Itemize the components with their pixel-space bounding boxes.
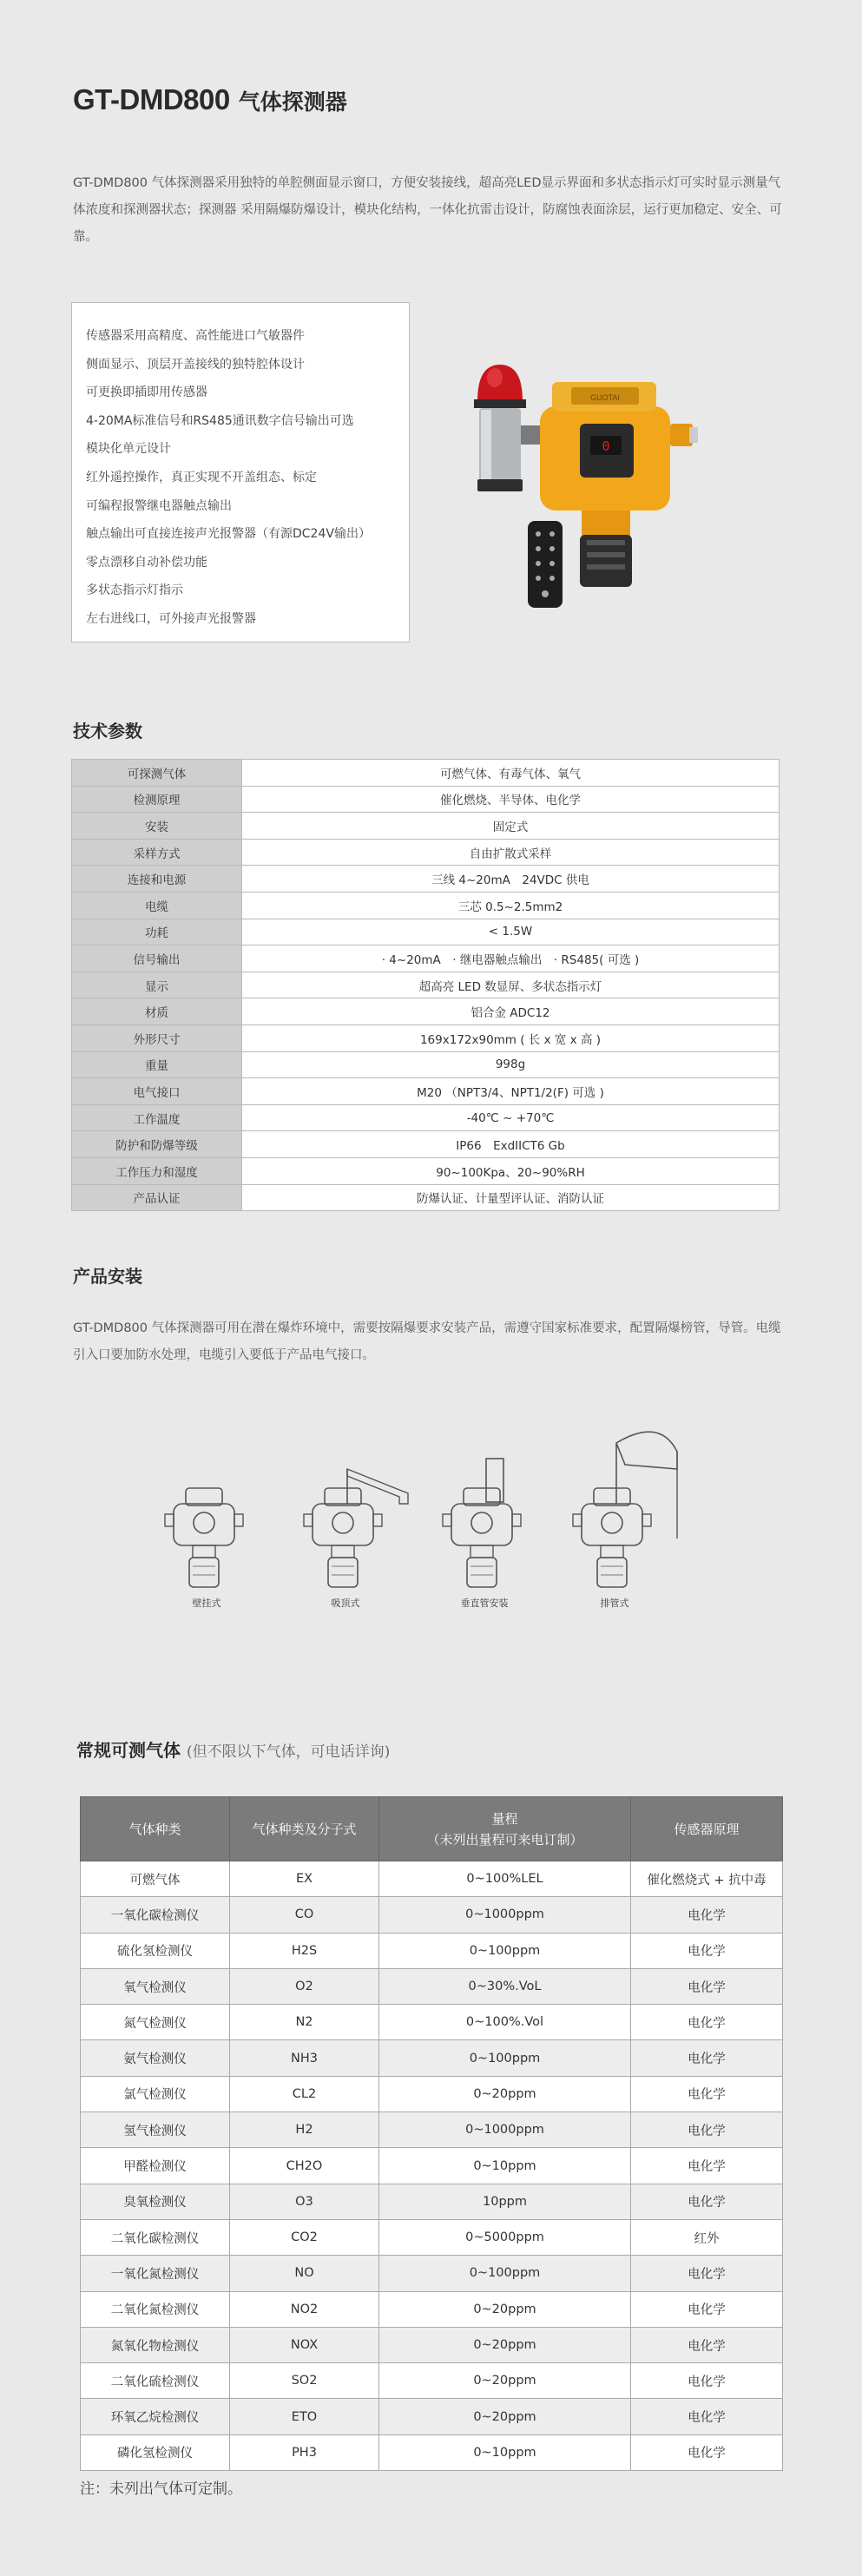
table-row — [81, 2219, 783, 2255]
spec-key: 可探测气体 — [72, 760, 242, 787]
table-cell: 电化学 — [631, 2256, 783, 2291]
mount-label: 壁挂式 — [192, 1598, 221, 1609]
gas-section-title — [76, 1736, 390, 1762]
spec-key: 工作温度 — [72, 1104, 242, 1131]
table-cell: NOX — [230, 2327, 379, 2362]
table-cell: 电化学 — [631, 2327, 783, 2362]
column-header — [379, 1797, 631, 1861]
table-cell: 电化学 — [631, 2040, 783, 2076]
table-cell: 磷化氢检测仪 — [81, 2434, 230, 2470]
detector-body — [540, 382, 698, 587]
mounting-diagrams — [156, 1407, 694, 1624]
footnote: 注：未列出气体可定制。 — [80, 2480, 242, 2498]
table-cell: 电化学 — [631, 2434, 783, 2470]
feature-item: 侧面显示、顶层开盖接线的独特腔体设计 — [86, 357, 305, 372]
table-cell: 0~100ppm — [379, 2040, 631, 2076]
table-cell: 0~100%LEL — [379, 1861, 631, 1897]
mount-ceiling — [304, 1469, 408, 1587]
table-row — [72, 919, 780, 945]
table-row — [81, 1861, 783, 1897]
table-row — [72, 892, 780, 919]
spec-key: 电缆 — [72, 892, 242, 919]
table-row — [72, 760, 780, 787]
table-row — [72, 998, 780, 1025]
mount-label: 垂直管安装 — [460, 1598, 509, 1609]
spec-value: 铝合金 ADC12 — [242, 998, 780, 1025]
table-cell: 0~20ppm — [379, 2291, 631, 2327]
mount-pipe-rack — [573, 1432, 677, 1587]
table-row — [72, 1078, 780, 1105]
table-row — [72, 1024, 780, 1051]
table-cell: PH3 — [230, 2434, 379, 2470]
table-row — [81, 2040, 783, 2076]
spec-value: 超高亮 LED 数显屏、多状态指示灯 — [242, 972, 780, 998]
gas-title: 常规可测气体 — [76, 1740, 181, 1761]
table-cell: 二氧化碳检测仪 — [81, 2219, 230, 2255]
table-row — [81, 2363, 783, 2399]
spec-value: 998g — [242, 1051, 780, 1078]
table-cell: 0~30%.VoL — [379, 1968, 631, 2004]
spec-key: 连接和电源 — [72, 866, 242, 893]
table-cell: EX — [230, 1861, 379, 1897]
table-cell: NH3 — [230, 2040, 379, 2076]
intro-paragraph: GT-DMD800 气体探测器采用独特的单腔侧面显示窗口，方便安装接线，超高亮LED显示界面和多状态指示灯可实时显示测量气体浓度和探测器状态；探测器 采用隔爆防爆设计，模块化结构，一体化抗雷击设计，防腐蚀表面涂层，运行更加稳定、安全、可靠。 — [73, 176, 782, 244]
spec-value: 三线 4~20mA 24VDC 供电 — [242, 866, 780, 893]
table-cell: 0~20ppm — [379, 2363, 631, 2399]
table-row — [81, 2399, 783, 2434]
feature-item: 可编程报警继电器触点输出 — [86, 498, 232, 513]
table-cell: 10ppm — [379, 2184, 631, 2219]
table-cell: 电化学 — [631, 2076, 783, 2112]
mount-vertical-pipe — [443, 1459, 521, 1587]
table-cell: 0~100ppm — [379, 2256, 631, 2291]
spec-value: IP66 ExdIICT6 Gb — [242, 1131, 780, 1158]
table-cell: 氮氧化物检测仪 — [81, 2327, 230, 2362]
table-row — [81, 1968, 783, 2004]
table-cell: 电化学 — [631, 2399, 783, 2434]
table-cell: 甲醛检测仪 — [81, 2148, 230, 2184]
table-row — [72, 839, 780, 866]
table-row — [72, 1157, 780, 1184]
table-cell: 臭氧检测仪 — [81, 2184, 230, 2219]
feature-item: 模块化单元设计 — [86, 442, 171, 457]
table-row — [81, 2327, 783, 2362]
spec-value: 169x172x90mm ( 长 x 宽 x 高 ) — [242, 1024, 780, 1051]
table-cell: 电化学 — [631, 2184, 783, 2219]
table-cell: 0~100ppm — [379, 1933, 631, 1968]
column-header: 传感器原理 — [631, 1797, 783, 1861]
table-row — [72, 1051, 780, 1078]
column-header: 气体种类 — [81, 1797, 230, 1861]
spec-value: · 4~20mA · 继电器触点输出 · RS485( 可选 ) — [242, 945, 780, 972]
table-cell: 电化学 — [631, 2112, 783, 2148]
spec-key: 防护和防爆等级 — [72, 1131, 242, 1158]
table-cell: O2 — [230, 1968, 379, 2004]
table-row — [72, 866, 780, 893]
table-row — [81, 1933, 783, 1968]
page-title — [73, 83, 347, 116]
table-cell: CH2O — [230, 2148, 379, 2184]
spec-key: 材质 — [72, 998, 242, 1025]
install-section-title: 产品安装 — [73, 1266, 142, 1287]
mount-wall — [165, 1488, 243, 1587]
product-image — [469, 356, 764, 625]
spec-value: -40℃ ~ +70℃ — [242, 1104, 780, 1131]
spec-key: 显示 — [72, 972, 242, 998]
table-row — [72, 1131, 780, 1158]
spec-value: 固定式 — [242, 813, 780, 840]
feature-item: 零点漂移自动补偿功能 — [86, 555, 207, 570]
table-row — [81, 2291, 783, 2327]
spec-key: 安装 — [72, 813, 242, 840]
spec-table — [71, 759, 780, 1211]
spec-key: 重量 — [72, 1051, 242, 1078]
spec-value: < 1.5W — [242, 919, 780, 945]
table-row — [81, 2005, 783, 2040]
mount-label: 吸顶式 — [331, 1598, 360, 1609]
table-cell: 0~1000ppm — [379, 1897, 631, 1933]
table-row — [72, 786, 780, 813]
mount-label: 排管式 — [600, 1598, 629, 1609]
table-cell: 0~10ppm — [379, 2434, 631, 2470]
table-cell: H2S — [230, 1933, 379, 1968]
table-row — [81, 2148, 783, 2184]
table-cell: H2 — [230, 2112, 379, 2148]
spec-value: 三芯 0.5~2.5mm2 — [242, 892, 780, 919]
brand-plate: GUOTAI — [590, 393, 620, 402]
table-cell: 0~1000ppm — [379, 2112, 631, 2148]
spec-key: 工作压力和湿度 — [72, 1157, 242, 1184]
spec-key: 采样方式 — [72, 839, 242, 866]
feature-item: 红外遥控操作，真正实现不开盖组态、标定 — [86, 470, 317, 484]
feature-item: 可更换即插即用传感器 — [86, 385, 207, 400]
table-cell: 电化学 — [631, 1933, 783, 1968]
column-header-main: 量程 — [491, 1810, 518, 1827]
spec-key: 产品认证 — [72, 1184, 242, 1211]
table-row — [72, 1104, 780, 1131]
table-cell: 氢气检测仪 — [81, 2112, 230, 2148]
feature-item: 传感器采用高精度、高性能进口气敏器件 — [86, 329, 305, 343]
table-cell: NO2 — [230, 2291, 379, 2327]
table-row — [81, 1897, 783, 1933]
table-row — [72, 945, 780, 972]
table-row — [81, 2256, 783, 2291]
table-cell: 电化学 — [631, 2148, 783, 2184]
table-cell: 0~20ppm — [379, 2076, 631, 2112]
table-cell: 电化学 — [631, 2005, 783, 2040]
spec-value: 90~100Kpa、20~90%RH — [242, 1157, 780, 1184]
feature-list — [86, 322, 409, 634]
table-cell: NO — [230, 2256, 379, 2291]
spec-value: M20 （NPT3/4、NPT1/2(F) 可选 ) — [242, 1078, 780, 1105]
table-row — [81, 2434, 783, 2470]
table-cell: 一氧化碳检测仪 — [81, 1897, 230, 1933]
table-cell: 0~10ppm — [379, 2148, 631, 2184]
feature-item: 触点输出可直接连接声光报警器（有源DC24V输出） — [86, 527, 371, 542]
model-name: GT-DMD800 — [73, 83, 230, 115]
table-row — [81, 2184, 783, 2219]
table-cell: 0~5000ppm — [379, 2219, 631, 2255]
column-header: 气体种类及分子式 — [230, 1797, 379, 1861]
table-cell: 二氧化氮检测仪 — [81, 2291, 230, 2327]
alarm-light — [474, 365, 526, 491]
table-header-row — [81, 1797, 783, 1861]
table-cell: SO2 — [230, 2363, 379, 2399]
device-display: 0 — [602, 438, 610, 454]
table-cell: 氮气检测仪 — [81, 2005, 230, 2040]
remote-control — [528, 521, 563, 608]
table-cell: 氨气检测仪 — [81, 2040, 230, 2076]
table-cell: CO2 — [230, 2219, 379, 2255]
table-cell: 0~100%.Vol — [379, 2005, 631, 2040]
spec-value: 可燃气体、有毒气体、氧气 — [242, 760, 780, 787]
table-cell: 催化燃烧式 + 抗中毒 — [631, 1861, 783, 1897]
table-row — [81, 2076, 783, 2112]
gas-table-body — [81, 1861, 783, 2471]
feature-list-box — [71, 302, 410, 642]
spec-key: 电气接口 — [72, 1078, 242, 1105]
install-paragraph: GT-DMD800 气体探测器可用在潜在爆炸环境中，需要按隔爆要求安装产品，需遵守国家标准要求，配置隔爆榜管，导管。电缆引入口要加防水处理，电缆引入要低于产品电气接口。 — [73, 1321, 781, 1362]
table-cell: N2 — [230, 2005, 379, 2040]
table-cell: 0~20ppm — [379, 2399, 631, 2434]
table-cell: 硫化氢检测仪 — [81, 1933, 230, 1968]
feature-item: 4-20MA标准信号和RS485通讯数字信号输出可选 — [86, 413, 354, 428]
table-cell: 电化学 — [631, 1897, 783, 1933]
feature-item: 左右进线口，可外接声光报警器 — [86, 611, 256, 626]
spec-key: 信号输出 — [72, 945, 242, 972]
table-cell: 氧气检测仪 — [81, 1968, 230, 2004]
table-cell: CL2 — [230, 2076, 379, 2112]
spec-value: 催化燃烧、半导体、电化学 — [242, 786, 780, 813]
spec-section-title: 技术参数 — [73, 721, 142, 741]
spec-key: 外形尺寸 — [72, 1024, 242, 1051]
table-cell: 氯气检测仪 — [81, 2076, 230, 2112]
spec-key: 功耗 — [72, 919, 242, 945]
spec-value: 自由扩散式采样 — [242, 839, 780, 866]
table-cell: 一氧化氮检测仪 — [81, 2256, 230, 2291]
table-row — [81, 2112, 783, 2148]
table-cell: 二氧化硫检测仪 — [81, 2363, 230, 2399]
table-cell: 环氧乙烷检测仪 — [81, 2399, 230, 2434]
table-cell: CO — [230, 1897, 379, 1933]
spec-key: 检测原理 — [72, 786, 242, 813]
table-cell: 0~20ppm — [379, 2327, 631, 2362]
table-row — [72, 1184, 780, 1211]
product-name: 气体探测器 — [238, 89, 347, 115]
gas-subtitle: (但不限以下气体，可电话详询) — [186, 1743, 391, 1761]
table-cell: O3 — [230, 2184, 379, 2219]
feature-item: 多状态指示灯指示 — [86, 583, 183, 598]
table-cell: ETO — [230, 2399, 379, 2434]
table-cell: 红外 — [631, 2219, 783, 2255]
table-cell: 电化学 — [631, 2363, 783, 2399]
column-header-sub: （未列出量程可来电订制） — [426, 1831, 583, 1848]
gas-table — [80, 1796, 783, 2471]
table-cell: 可燃气体 — [81, 1861, 230, 1897]
table-cell: 电化学 — [631, 1968, 783, 2004]
table-row — [72, 972, 780, 998]
spec-value: 防爆认证、计量型评认证、消防认证 — [242, 1184, 780, 1211]
table-cell: 电化学 — [631, 2291, 783, 2327]
table-row — [72, 813, 780, 840]
